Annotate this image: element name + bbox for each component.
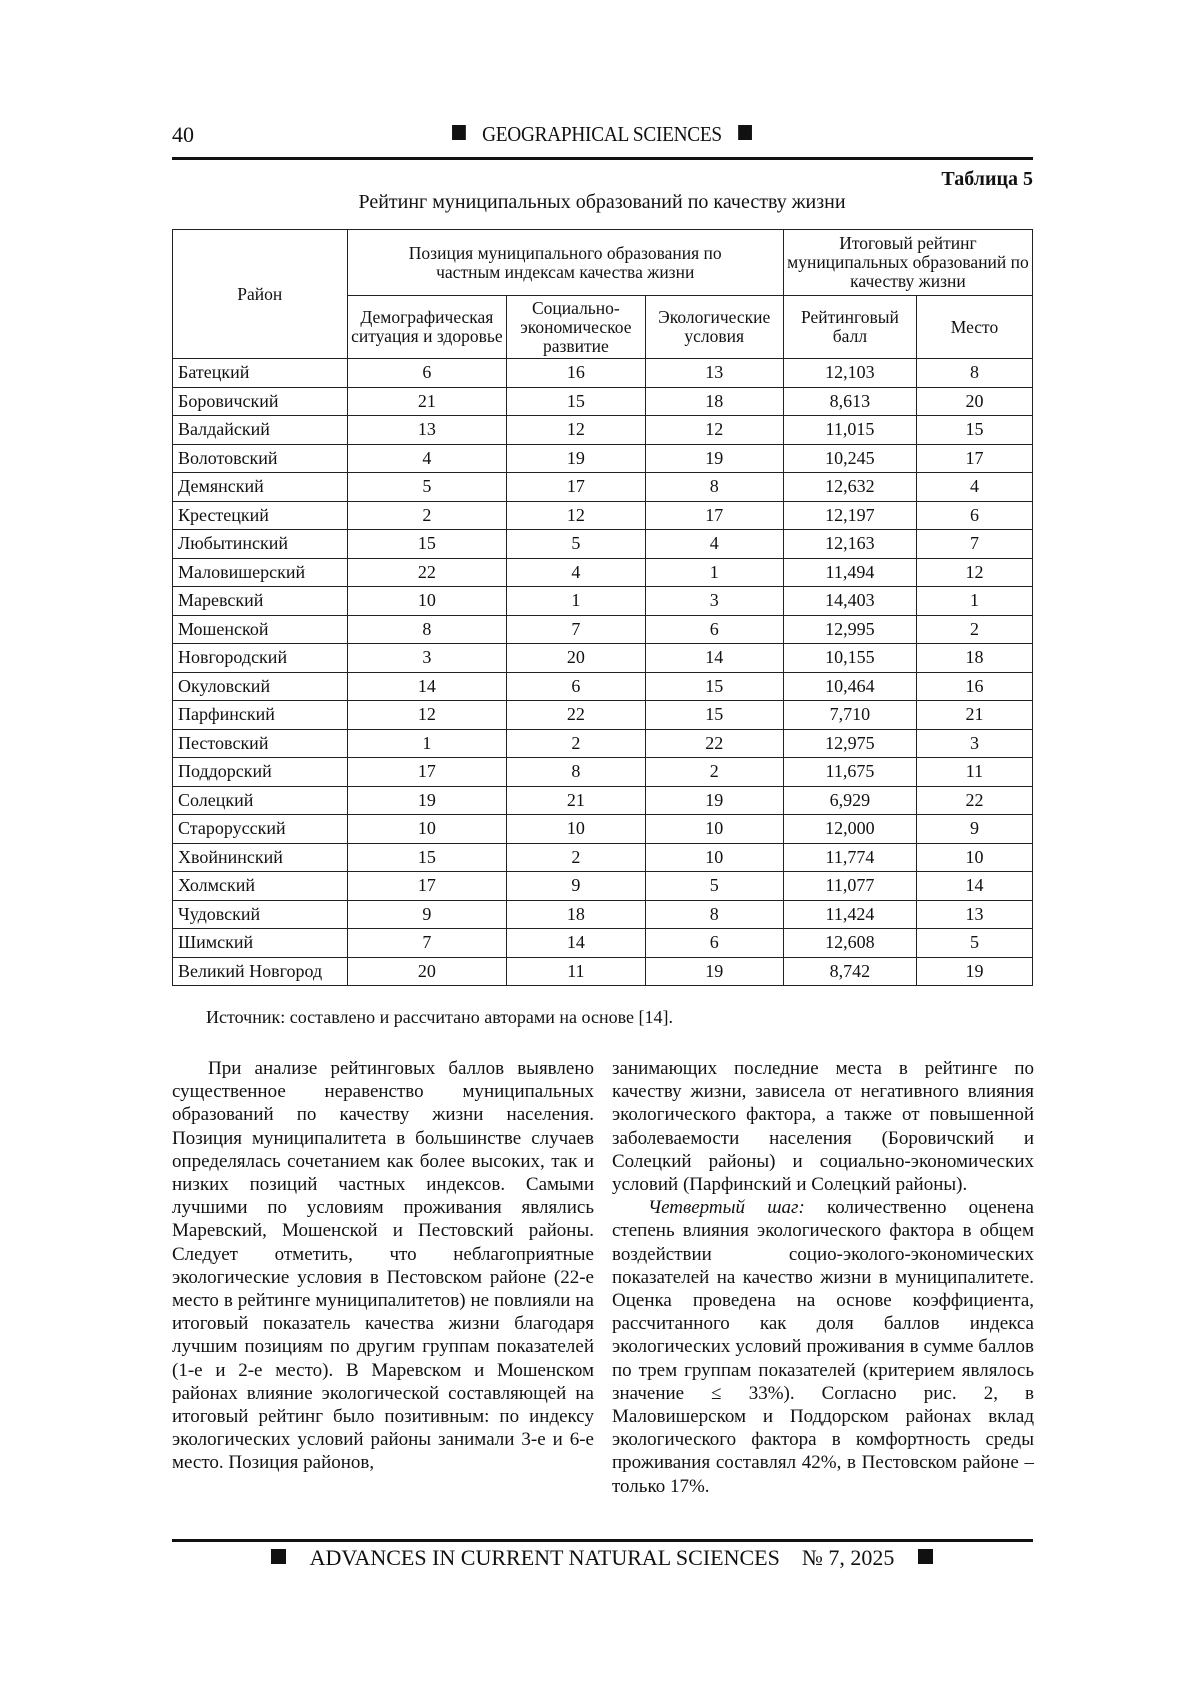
table-row [173,701,1033,730]
cell-demographic: 4 [347,444,507,473]
cell-demographic: 22 [347,558,507,587]
header-group-positions: Позиция муниципального образования по частным индексам качества жизни [347,230,783,296]
table-row [173,387,1033,416]
cell-score: 11,494 [783,558,916,587]
cell-place: 21 [916,701,1032,730]
cell-district: Валдайский [173,416,348,445]
cell-socioeconomic: 20 [507,644,645,673]
cell-demographic: 21 [347,387,507,416]
cell-socioeconomic: 4 [507,558,645,587]
cell-demographic: 15 [347,530,507,559]
cell-place: 20 [916,387,1032,416]
cell-district: Батецкий [173,359,348,388]
cell-place: 15 [916,416,1032,445]
cell-socioeconomic: 2 [507,843,645,872]
cell-district: Мошенской [173,615,348,644]
journal-name: ADVANCES IN CURRENT NATURAL SCIENCES [309,1545,780,1570]
cell-socioeconomic: 17 [507,473,645,502]
header-group-final: Итоговый рейтинг муниципальных образований по качеству жизни [783,230,1032,296]
cell-score: 11,424 [783,900,916,929]
cell-ecological: 18 [645,387,783,416]
cell-ecological: 5 [645,872,783,901]
cell-socioeconomic: 12 [507,416,645,445]
cell-district: Старорусский [173,815,348,844]
cell-score: 11,077 [783,872,916,901]
cell-demographic: 14 [347,672,507,701]
cell-place: 19 [916,957,1032,986]
table-row [173,416,1033,445]
cell-score: 12,975 [783,729,916,758]
paragraph: При анализе рейтинговых баллов выявлено существенное неравенство муниципальных образований по качеству жизни населения. Позиция муниципалитета в большинстве случаев определялась сочетанием как более высоких, так и низких позиций частных индексов. Самыми лучшими по условиям проживания являлись Маревский, Мошенской и Пестовский районы. Следует отметить, что неблагоприятные экологические условия в Пестовском районе (22-е место в рейтинге муниципалитетов) не повлияли на итоговый показатель качества жизни благодаря лучшим позициям по другим группам показателей (1-е и 2-е место). В Маревском и Мошенском районах влияние экологической составляющей на итоговый рейтинг было позитивным: по индексу экологических условий районы занимали 3-е и 6-е место. Позиция районов, [172,1058,594,1474]
cell-socioeconomic: 6 [507,672,645,701]
cell-score: 12,163 [783,530,916,559]
table-row [173,444,1033,473]
cell-place: 10 [916,843,1032,872]
text-column-left [172,1057,594,1475]
cell-ecological: 10 [645,843,783,872]
running-title [206,122,997,147]
cell-place: 11 [916,758,1032,787]
cell-score: 14,403 [783,587,916,616]
cell-score: 12,995 [783,615,916,644]
table-row [173,957,1033,986]
cell-place: 16 [916,672,1032,701]
cell-place: 18 [916,644,1032,673]
text-column-right [612,1057,1034,1498]
cell-socioeconomic: 22 [507,701,645,730]
cell-score: 12,000 [783,815,916,844]
cell-score: 11,675 [783,758,916,787]
cell-district: Шимский [173,929,348,958]
cell-score: 12,632 [783,473,916,502]
cell-ecological: 15 [645,672,783,701]
cell-district: Чудовский [173,900,348,929]
table-row [173,672,1033,701]
cell-demographic: 17 [347,872,507,901]
cell-ecological: 12 [645,416,783,445]
cell-district: Новгородский [173,644,348,673]
table-body [173,359,1033,986]
cell-score: 6,929 [783,786,916,815]
cell-socioeconomic: 15 [507,387,645,416]
header-rule [172,157,1033,160]
cell-place: 8 [916,359,1032,388]
footer-rule [172,1539,1033,1542]
cell-socioeconomic: 10 [507,815,645,844]
cell-socioeconomic: 19 [507,444,645,473]
table-row [173,558,1033,587]
table-row [173,615,1033,644]
cell-demographic: 13 [347,416,507,445]
cell-score: 10,155 [783,644,916,673]
cell-socioeconomic: 18 [507,900,645,929]
cell-place: 5 [916,929,1032,958]
paragraph [612,1196,1034,1498]
cell-place: 17 [916,444,1032,473]
cell-socioeconomic: 2 [507,729,645,758]
cell-demographic: 15 [347,843,507,872]
table-row [173,729,1033,758]
table-row [173,644,1033,673]
cell-demographic: 1 [347,729,507,758]
table-row [173,929,1033,958]
cell-place: 12 [916,558,1032,587]
cell-ecological: 6 [645,929,783,958]
cell-demographic: 6 [347,359,507,388]
cell-place: 22 [916,786,1032,815]
cell-score: 10,245 [783,444,916,473]
cell-place: 4 [916,473,1032,502]
square-bullet-icon [918,1549,933,1564]
cell-score: 12,103 [783,359,916,388]
cell-district: Окуловский [173,672,348,701]
cell-score: 12,197 [783,501,916,530]
cell-ecological: 19 [645,786,783,815]
cell-score: 8,742 [783,957,916,986]
cell-district: Холмский [173,872,348,901]
table-row [173,501,1033,530]
cell-demographic: 17 [347,758,507,787]
table-row [173,359,1033,388]
square-bullet-icon [738,125,752,140]
cell-district: Поддорский [173,758,348,787]
cell-ecological: 8 [645,900,783,929]
cell-demographic: 10 [347,815,507,844]
cell-demographic: 5 [347,473,507,502]
cell-district: Пестовский [173,729,348,758]
page-footer [172,1545,1032,1571]
table-row [173,843,1033,872]
cell-socioeconomic: 14 [507,929,645,958]
cell-place: 7 [916,530,1032,559]
cell-district: Любытинский [173,530,348,559]
cell-demographic: 10 [347,587,507,616]
cell-place: 2 [916,615,1032,644]
header-demographic: Демографическая ситуация и здоровье [347,296,507,359]
cell-district: Волотовский [173,444,348,473]
cell-ecological: 4 [645,530,783,559]
header-socioeconomic: Социально-экономическое развитие [507,296,645,359]
table-row [173,758,1033,787]
cell-ecological: 19 [645,444,783,473]
cell-socioeconomic: 16 [507,359,645,388]
cell-place: 9 [916,815,1032,844]
cell-place: 13 [916,900,1032,929]
cell-district: Парфинский [173,701,348,730]
cell-district: Великий Новгород [173,957,348,986]
cell-ecological: 1 [645,558,783,587]
page-number: 40 [172,122,194,147]
cell-score: 7,710 [783,701,916,730]
cell-demographic: 12 [347,701,507,730]
table-label: Таблица 5 [941,168,1033,190]
issue-number: № 7, 2025 [801,1545,895,1570]
cell-ecological: 8 [645,473,783,502]
cell-demographic: 9 [347,900,507,929]
table-row [173,786,1033,815]
cell-socioeconomic: 9 [507,872,645,901]
paragraph-text: количественно оценена степень влияния экологического фактора в общем воздействии социо-эколого-экономических показателей на качество жизни в муниципалитете. Оценка проведена на основе коэффициента, рассчитанного как доля баллов индекса экологических условий проживания в сумме баллов по трем группам показателей (критерием являлось значение ≤ 33%). Согласно рис. 2, в Маловишерском и Поддорском районах вклад экологического фактора в комфортность среды проживания составлял 42%, в Пестовском районе – только 17%. [612,1197,1034,1497]
table-row [173,587,1033,616]
cell-score: 11,015 [783,416,916,445]
table-row [173,900,1033,929]
cell-district: Маревский [173,587,348,616]
cell-demographic: 3 [347,644,507,673]
cell-ecological: 22 [645,729,783,758]
cell-ecological: 15 [645,701,783,730]
table-row [173,815,1033,844]
cell-district: Солецкий [173,786,348,815]
cell-score: 12,608 [783,929,916,958]
table-row [173,530,1033,559]
cell-demographic: 20 [347,957,507,986]
cell-ecological: 10 [645,815,783,844]
cell-socioeconomic: 11 [507,957,645,986]
cell-place: 3 [916,729,1032,758]
cell-socioeconomic: 21 [507,786,645,815]
cell-socioeconomic: 7 [507,615,645,644]
cell-socioeconomic: 12 [507,501,645,530]
cell-ecological: 3 [645,587,783,616]
header-ecological: Экологические условия [645,296,783,359]
cell-socioeconomic: 5 [507,530,645,559]
table-row [173,872,1033,901]
cell-ecological: 2 [645,758,783,787]
cell-score: 10,464 [783,672,916,701]
cell-place: 14 [916,872,1032,901]
table-source-note: Источник: составлено и рассчитано авторами на основе [14]. [206,1007,673,1027]
header-place: Место [916,296,1032,359]
page-header [172,120,1032,156]
cell-demographic: 2 [347,501,507,530]
cell-ecological: 14 [645,644,783,673]
cell-place: 1 [916,587,1032,616]
table-title: Рейтинг муниципальных образований по качеству жизни [358,191,846,213]
cell-demographic: 19 [347,786,507,815]
cell-district: Маловишерский [173,558,348,587]
cell-demographic: 7 [347,929,507,958]
cell-district: Крестецкий [173,501,348,530]
cell-place: 6 [916,501,1032,530]
cell-district: Хвойнинский [173,843,348,872]
section-name: GEOGRAPHICAL SCIENCES [482,122,722,146]
step-label: Четвертый шаг: [648,1197,805,1219]
paragraph: занимающих последние места в рейтинге по качеству жизни, зависела от негативного влияния экологического фактора, а также от повышенной заболеваемости населения (Боровичский и Солецкий районы) и социально-экономических условий (Парфинский и Солецкий районы). [612,1058,1034,1196]
cell-district: Демянский [173,473,348,502]
header-district: Район [173,230,348,359]
rating-table [172,229,1033,986]
cell-ecological: 19 [645,957,783,986]
cell-score: 11,774 [783,843,916,872]
cell-demographic: 8 [347,615,507,644]
header-score: Рейтинговый балл [783,296,916,359]
cell-socioeconomic: 8 [507,758,645,787]
cell-ecological: 13 [645,359,783,388]
square-bullet-icon [271,1549,286,1564]
square-bullet-icon [452,125,466,140]
table-row [173,473,1033,502]
cell-socioeconomic: 1 [507,587,645,616]
cell-district: Боровичский [173,387,348,416]
cell-ecological: 6 [645,615,783,644]
cell-ecological: 17 [645,501,783,530]
cell-score: 8,613 [783,387,916,416]
